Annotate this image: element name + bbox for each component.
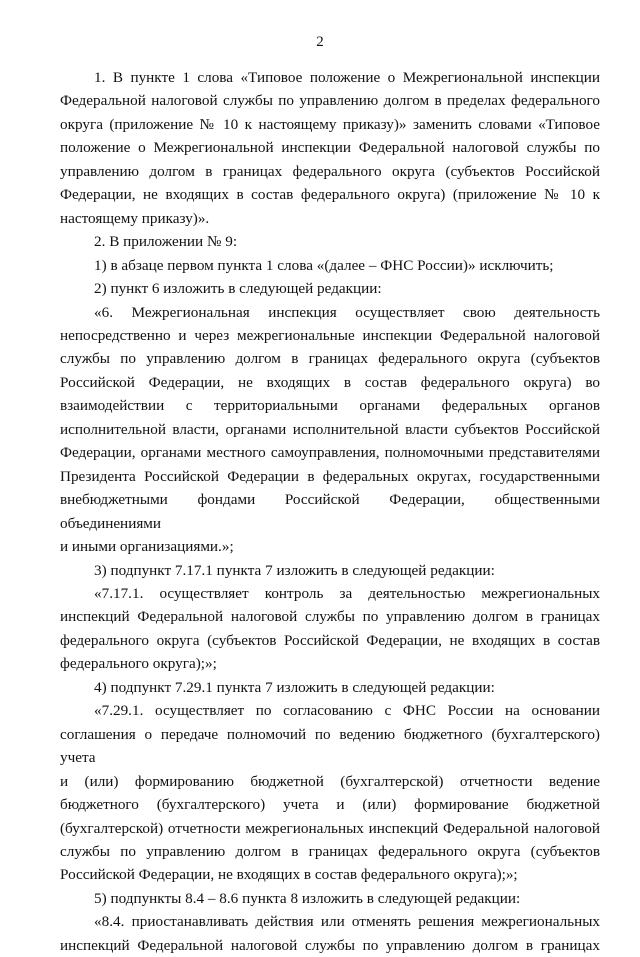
text-line: исполнительной власти, органами исполнительной власти субъектов Российской [60, 420, 600, 438]
text-line: Федерации, органами местного самоуправления, полномочными представителями [60, 444, 600, 462]
text-line: положение о Межрегиональной инспекции Федеральной налоговой службы по [60, 139, 600, 157]
text-line: федерального округа (субъектов Российской Федерации, не входящих в состав [60, 631, 600, 649]
paragraph [60, 582, 600, 676]
paragraph [60, 887, 600, 910]
text-line: и (или) формированию бюджетной (бухгалтерской) отчетности ведение [60, 772, 600, 790]
text-line: инспекций Федеральной налоговой службы по управлению долгом в границах [60, 936, 600, 954]
text-line: «7.17.1. осуществляет контроль за деятельностью межрегиональных [94, 584, 600, 602]
text-line: «7.29.1. осуществляет по согласованию с ФНС России на основании [94, 702, 600, 720]
text-line: Федеральной налоговой службы по управлению долгом в пределах федерального [60, 92, 600, 110]
page-number: 2 [316, 34, 324, 50]
text-line: «6. Межрегиональная инспекция осуществляет свою деятельность [94, 303, 600, 321]
text-line: Федерации, не входящих в состав федерального округа) (приложение № 10 к [60, 186, 600, 204]
text-line: соглашения о передаче полномочий по ведению бюджетного (бухгалтерского) учета [60, 725, 600, 767]
text-line: 2) пункт 6 изложить в следующей редакции: [94, 280, 382, 298]
text-line: (бухгалтерской) отчетности межрегиональных инспекций Федеральной налоговой [60, 819, 600, 837]
text-line: 1) в абзаце первом пункта 1 слова «(далее – ФНС России)» исключить; [94, 256, 554, 274]
document-body [60, 66, 600, 957]
text-line: взаимодействии с территориальными органами федеральных органов [60, 397, 600, 415]
text-line: настоящему приказу)». [60, 209, 210, 227]
paragraph [60, 559, 600, 582]
text-line: службы по управлению долгом в границах федерального округа (субъектов [60, 350, 600, 368]
text-line: «8.4. приостанавливать действия или отменять решения межрегиональных [94, 913, 600, 931]
text-line: внебюджетными фондами Российской Федерации, общественными объединениями [60, 491, 600, 532]
text-line: инспекций Федеральной налоговой службы по управлению долгом в границах [60, 608, 600, 626]
paragraph [60, 676, 600, 699]
text-line: Российской Федерации, не входящих в состав федерального округа);»; [60, 866, 518, 884]
text-line: бюджетного (бухгалтерского) учета и (или) формирование бюджетной [60, 796, 600, 814]
text-line: Президента Российской Федерации в федеральных округах, государственными [60, 467, 600, 485]
paragraph [60, 254, 600, 277]
text-line: и иными организациями.»; [60, 538, 234, 556]
text-line: управлению долгом в границах федерального округа (субъектов Российской [60, 162, 600, 180]
text-line: 5) подпункты 8.4 – 8.6 пункта 8 изложить в следующей редакции: [94, 889, 521, 907]
paragraph [60, 699, 600, 887]
text-line: 3) подпункт 7.17.1 пункта 7 изложить в следующей редакции: [94, 561, 495, 579]
text-line: непосредственно и через межрегиональные инспекции Федеральной налоговой [60, 326, 600, 344]
text-line: Российской Федерации, не входящих в состав федерального округа) во [60, 373, 600, 391]
paragraph [60, 277, 600, 300]
text-line: 1. В пункте 1 слова «Типовое положение о Межрегиональной инспекции [94, 69, 600, 86]
text-line: округа (приложение № 10 к настоящему приказу)» заменить словами «Типовое [60, 115, 600, 133]
paragraph [60, 66, 600, 230]
paragraph [60, 230, 600, 253]
text-line: 4) подпункт 7.29.1 пункта 7 изложить в следующей редакции: [94, 678, 495, 696]
text-line: службы по управлению долгом в границах федерального округа (субъектов [60, 842, 600, 860]
paragraph [60, 301, 600, 559]
text-line: федерального округа);»; [60, 655, 217, 673]
text-line: 2. В приложении № 9: [94, 233, 238, 251]
paragraph [60, 910, 600, 957]
